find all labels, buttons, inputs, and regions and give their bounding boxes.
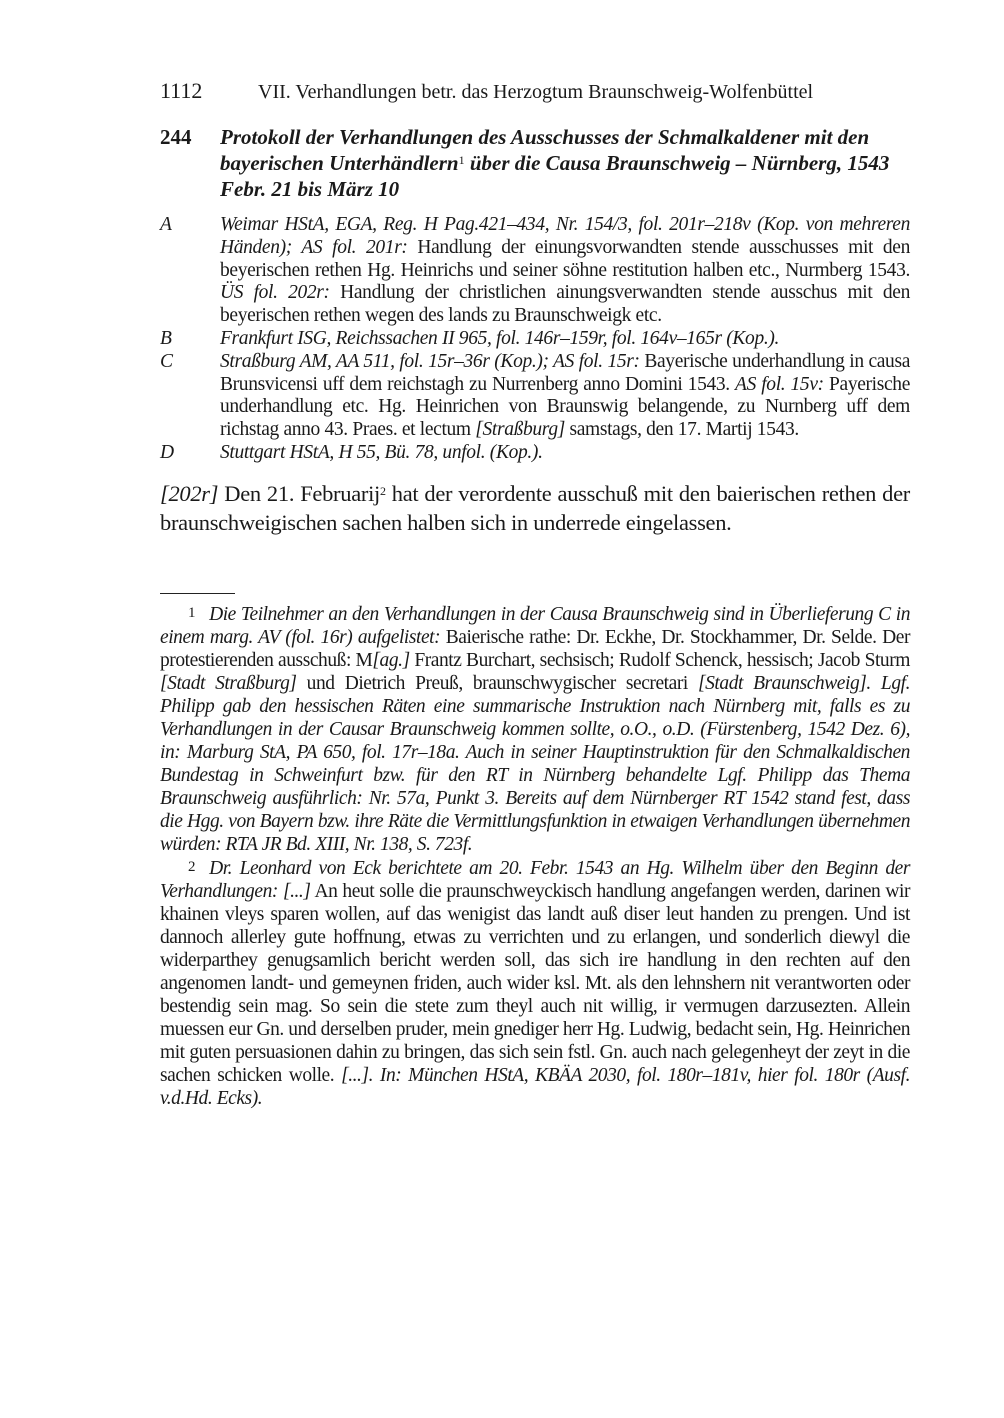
source-text	[220, 328, 910, 351]
source-text	[220, 214, 910, 328]
folio-marker: [202r]	[160, 480, 219, 506]
text-segment: An heut solle die praunschweyckisch handlung angefangen werden, darinen wir khainen vleys sparen wollen, auf das wenigist das landt auß diser leut handen zu prengen. Und ist dannoch allerley gute hoffnung, etwas zu verrichten und zu erlangen, und sonderlich diewyl die widerparthey genugsamlich bericht werden soll, das sich ire handlung in den rechten auf den angenomen landt- und gemeynen friden, auch wider ksl. Mt. als den lehnshern nit verantworten oder bestendig sein mag. So sein die stete zum theyl auch nit willig, ir vermugen darzusezten. Allein muessen eur Gn. und derselben pruder, mein gnediger herr Hg. Ludwig, bedacht sein, Hg. Heinrichen mit guten persuasionen dahin zu bringen, das sich sein fstl. Gn. auch nach gelegenheyt der zeyt in die sachen schicken wolle.	[160, 880, 910, 1086]
source-entry	[160, 442, 910, 465]
footnote-1	[160, 602, 910, 856]
italic-segment: [Stadt Braunschweig]. Lgf. Philipp gab den hessischen Räten eine summarische Instruktion nach Nürnberg mit, falls es zu Verhandlungen in der Causar Braunschweig kommen sollte, o.O., o.D. (Fürstenberg, 1542 Dez. 6), in: Marburg StA, PA 650, fol. 17r–18a. Auch in seiner Hauptinstruktion für den Schmalkaldischen Bundestag in Schweinfurt bzw. für den RT in Nürnberg behandelte Lgf. Philipp das Thema Braunschweig ausführlich: Nr. 57a, Punkt 3. Bereits auf dem Nürnberger RT 1542 stand fest, dass die Hgg. von Bayern bzw. ihre Räte die Vermittlungsfunktion in etwaigen Verhandlungen übernehmen würden: RTA JR Bd. XIII, Nr. 138, S. 723f.	[160, 672, 911, 855]
body-paragraph	[160, 479, 910, 537]
source-siglum: D	[160, 441, 174, 463]
document-number: 244	[160, 125, 192, 149]
footnote-divider	[160, 593, 235, 594]
italic-segment: AS fol. 15v:	[735, 373, 824, 395]
italic-segment: Stuttgart HStA, H 55, Bü. 78, unfol. (Kop.).	[220, 441, 543, 463]
text-segment: Handlung der einungsvorwandten stende ausschusses mit den beyerischen rethen Hg. Heinrichs und seiner söhne restitution halben etc., Nurmberg 1543.	[220, 236, 910, 281]
text-segment: und Dietrich Preuß, braunschwygischer secretari	[296, 672, 698, 694]
text-segment: Handlung der christlichen ainungsverwandten stende ausschus mit den beyerischen rethen wegen des lands zu Braunschweigk etc.	[220, 282, 910, 327]
text-segment: Payerische underhandlung etc. Hg. Heinrichen von Braunswig belangende, zu Nurnberg uff dem richstag anno 43. Praes. et lectum	[220, 373, 910, 441]
running-title: VII. Verhandlungen betr. das Herzogtum Braunschweig-Wolfenbüttel	[258, 81, 814, 103]
source-entry	[160, 328, 910, 351]
source-siglum: C	[160, 350, 173, 372]
italic-segment: [Stadt Straßburg]	[160, 672, 297, 694]
italic-segment: Straßburg AM, AA 511, fol. 15r–36r (Kop.); AS fol. 15r:	[220, 350, 640, 372]
footnote-ref-1[interactable]: 1	[458, 153, 465, 167]
body-text-2: hat der verordente ausschuß mit den baierischen rethen der braunschweigischen sachen halben sich in underrede eingelassen.	[160, 480, 910, 535]
title-part-2: über die Causa Braunschweig – Nürnberg, 1543 Febr. 21 bis März 10	[220, 151, 890, 201]
text-segment: Bayerische underhandlung in causa Brunsvicensi uff dem reichstagh zu Nurrenberg anno Domini 1543.	[220, 350, 911, 395]
italic-segment: ÜS fol. 202r:	[220, 282, 330, 304]
source-entry	[160, 351, 910, 442]
footnote-ref-2[interactable]: 2	[379, 483, 386, 498]
italic-segment: Frankfurt ISG, Reichssachen II 965, fol. 146r–159r, fol. 164v–165r (Kop.).	[220, 327, 780, 349]
italic-segment: [Straßburg]	[475, 419, 565, 441]
document-title	[160, 124, 910, 202]
sources-list	[160, 214, 910, 465]
italic-segment: [ag.]	[372, 649, 410, 671]
text-segment: Baierische rathe: Dr. Eckhe, Dr. Stockhammer, Dr. Selde. Der protestierenden ausschuß: M	[160, 626, 910, 671]
footnote-text	[160, 604, 910, 855]
body-text-1: Den 21. Februarij	[218, 480, 380, 506]
title-part-1: Protokoll der Verhandlungen des Ausschusses der Schmalkaldener mit den bayerischen Unterhändlern	[220, 125, 870, 175]
document-page	[160, 78, 910, 1110]
page-number: 1112	[160, 78, 203, 103]
source-text	[220, 351, 910, 442]
footnote-text	[160, 858, 910, 1109]
footnote-number: 2	[188, 858, 196, 875]
source-entry	[160, 214, 910, 328]
text-segment: samstags, den 17. Martij 1543.	[564, 419, 799, 441]
source-siglum: A	[160, 214, 172, 235]
footnote-2	[160, 856, 910, 1110]
source-siglum: B	[160, 327, 172, 349]
italic-segment: Weimar HStA, EGA, Reg. H Pag.421–434, Nr. 154/3, fol. 201r–218v (Kop. von mehreren Händen); AS fol. 201r:	[220, 214, 910, 258]
running-header	[160, 78, 910, 104]
italic-segment: Dr. Leonhard von Eck berichtete am 20. Febr. 1543 an Hg. Wilhelm über den Beginn der Verhandlungen: [...]	[160, 857, 910, 902]
italic-segment: [...]. In: München HStA, KBÄA 2030, fol. 180r–181v, hier fol. 180r (Ausf. v.d.Hd. Ecks).	[160, 1064, 911, 1109]
italic-segment: Die Teilnehmer an den Verhandlungen in der Causa Braunschweig sind in Überlieferung C in einem marg. AV (fol. 16r) aufgelistet:	[160, 603, 910, 648]
title-text	[220, 124, 910, 202]
footnote-number: 1	[188, 604, 196, 621]
source-text	[220, 442, 910, 465]
text-segment: Frantz Burchart, sechsisch; Rudolf Schenck, hessisch; Jacob Sturm	[409, 649, 910, 671]
